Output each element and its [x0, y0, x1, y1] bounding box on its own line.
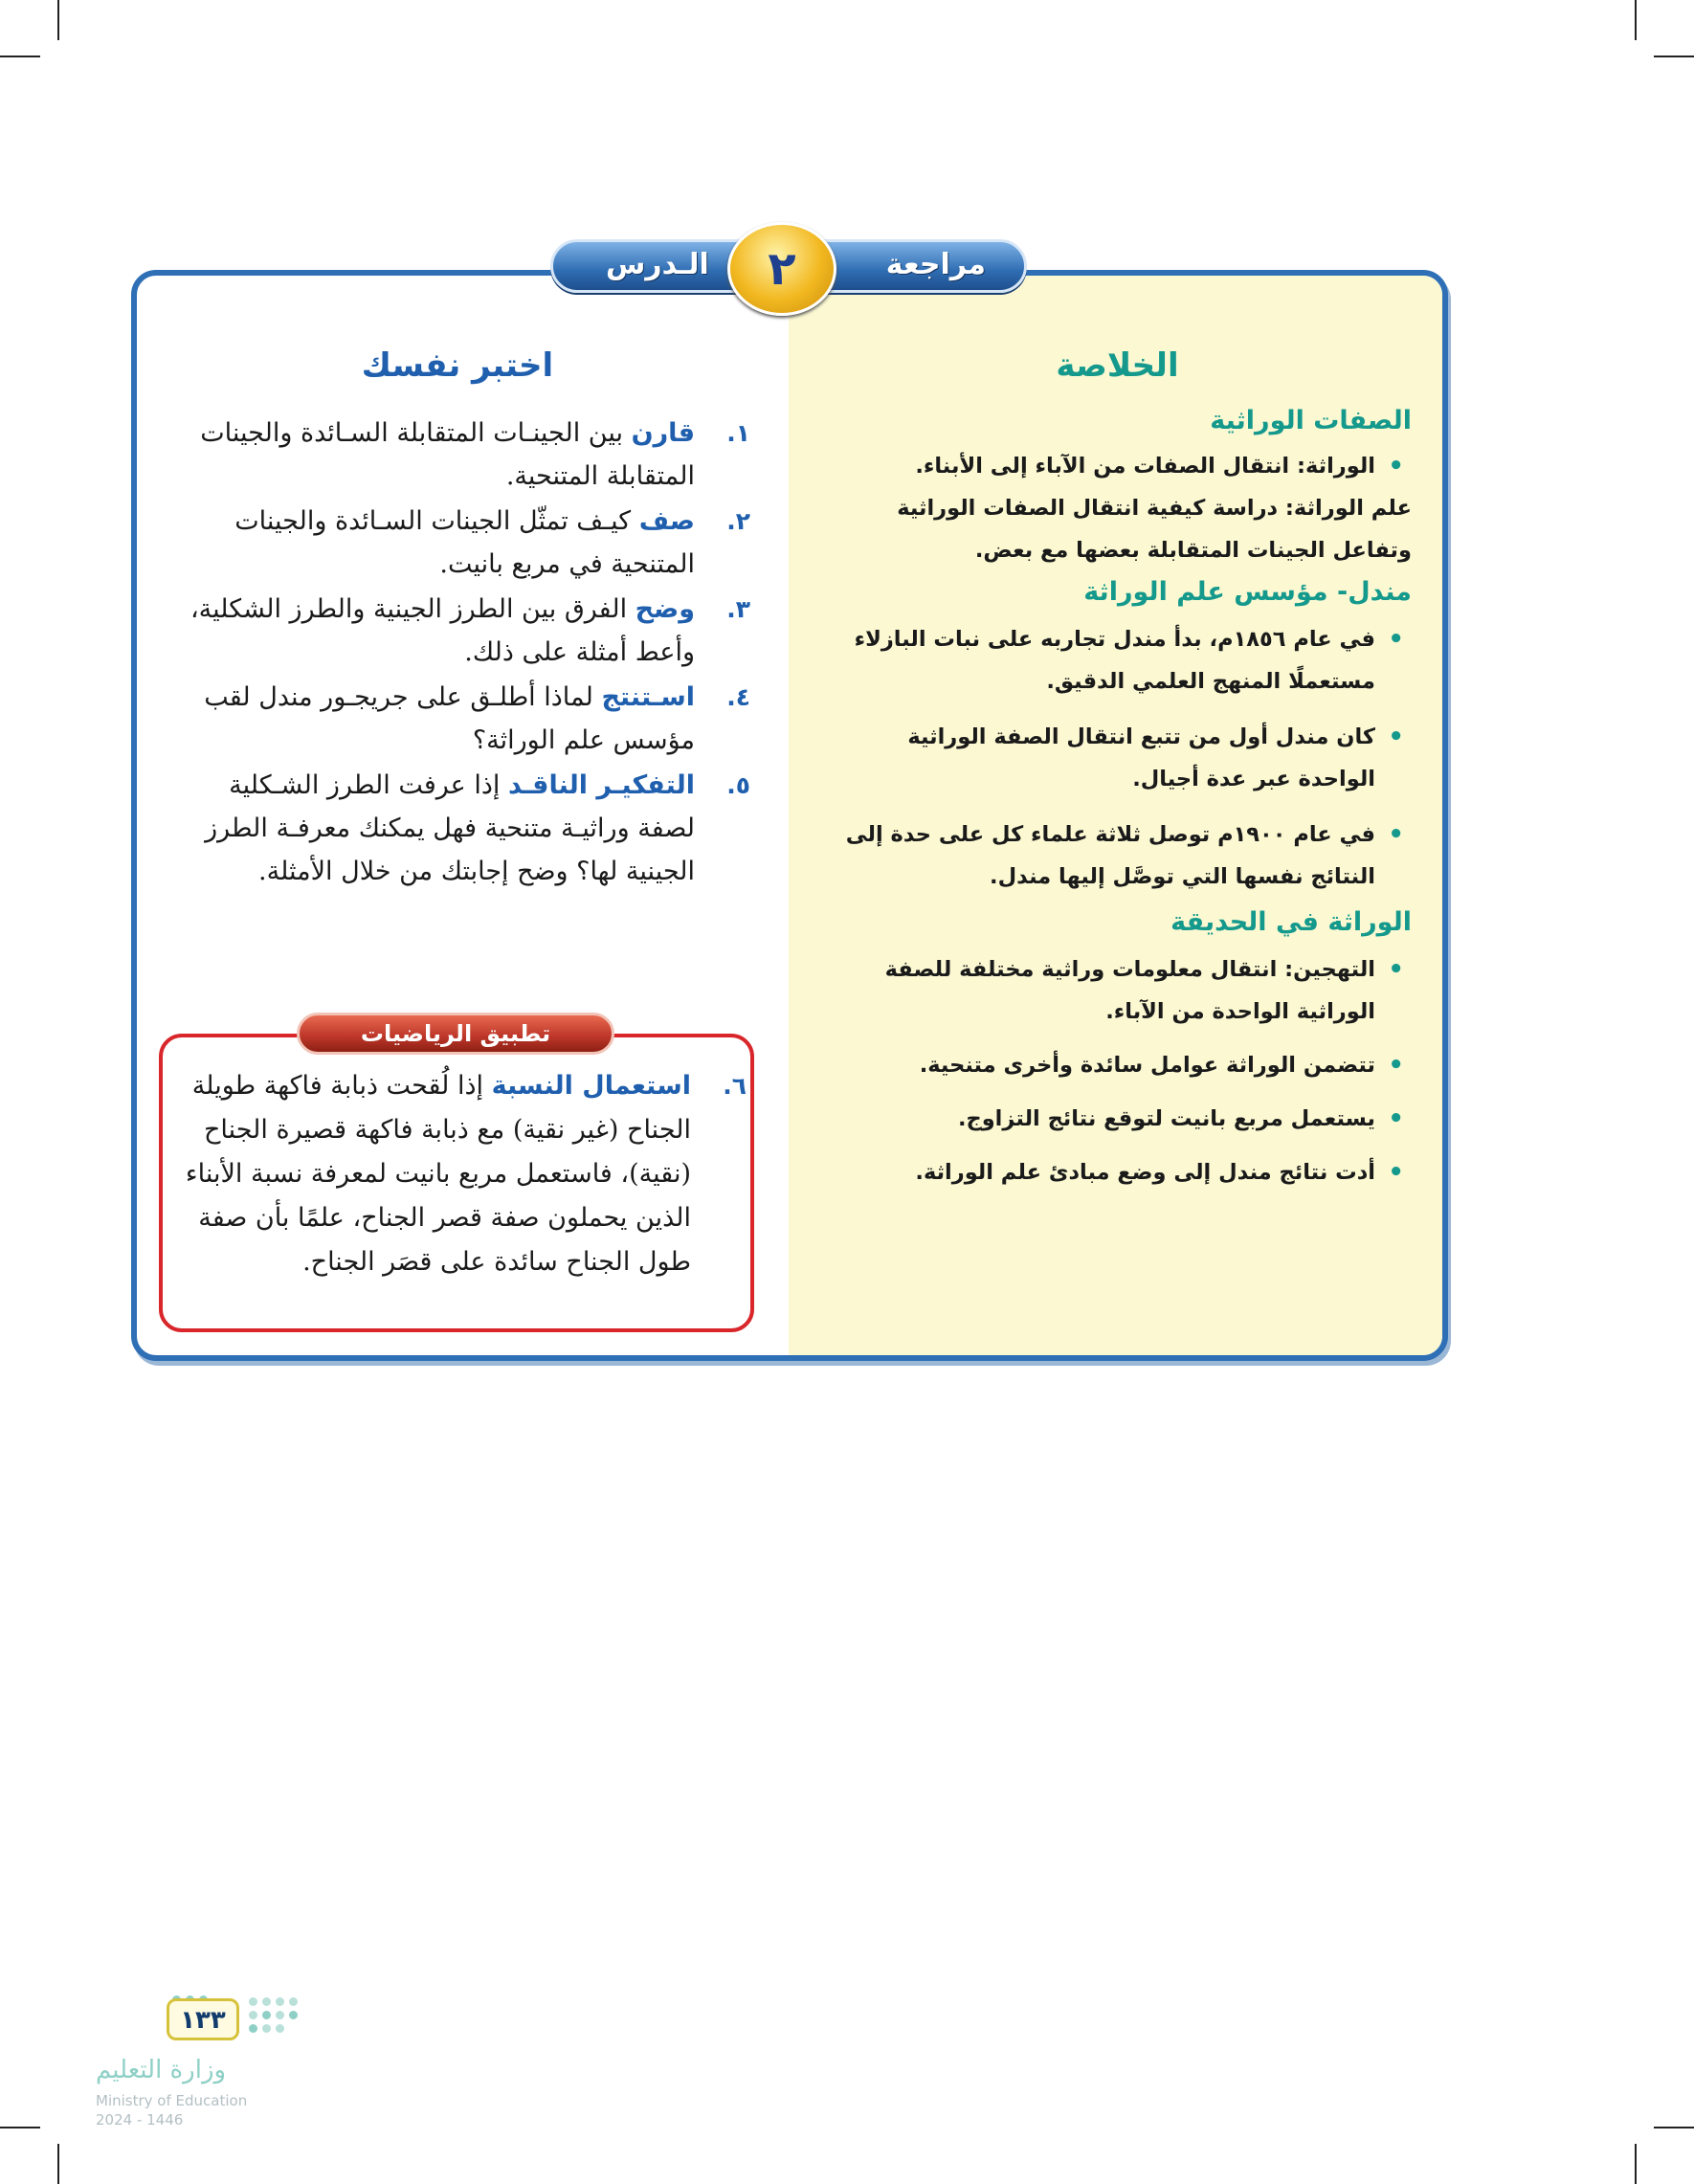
bullet-line: النتائج نفسها التي توصَّل إليها مندل. — [990, 864, 1375, 889]
bullet-line: مستعملًا المنهج العلمي الدقيق. — [1046, 669, 1375, 694]
question-list — [172, 1064, 747, 1284]
bullet-item: • أدت نتائج مندل إلى وضع مبادئ علم الوراثة. — [823, 1151, 1412, 1193]
lesson-number-badge: ٢ — [727, 222, 836, 316]
question-text: لماذا أطلـق على جريجـور مندل لقب مؤسس علم الوراثة؟ — [204, 682, 695, 755]
question-keyword: وضح — [635, 594, 695, 624]
question-keyword: قارن — [631, 418, 695, 448]
bullet-item — [823, 716, 1412, 800]
summary-line: علم الوراثة: دراسة كيفية انتقال الصفات الوراثية — [897, 496, 1412, 521]
question-text: بين الجينـات المتقابلة السـائدة والجينات المتقابلة المتنحية. — [200, 418, 695, 491]
math-application-tab: تطبيق الرياضيات — [297, 1013, 614, 1055]
bullet-line: • التهجين: انتقال معلومات وراثية مختلفة للصفة — [884, 957, 1375, 982]
bullet-item — [823, 948, 1412, 1033]
question-text: الفرق بين الطرز الجينية والطرز الشكلية، وأعط أمثلة على ذلك. — [189, 594, 695, 667]
bullet-line: الوراثية الواحدة من الآباء. — [1105, 999, 1375, 1024]
logo-dot — [276, 2011, 284, 2019]
crop-mark — [57, 2144, 59, 2184]
bullet-line: • في عام ١٩٠٠م توصل ثلاثة علماء كل على حدة إلى — [845, 822, 1375, 847]
summary-column — [823, 346, 1412, 1193]
question-item — [165, 676, 750, 762]
logo-dot — [289, 2011, 298, 2019]
question-list — [165, 412, 750, 893]
ministry-year: 2024 - 1446 — [96, 2111, 184, 2128]
question-text: كيـف تمثّل الجينات السـائدة والجينات المتنحية في مربع بانيت. — [234, 506, 695, 579]
question-keyword: اسـتنتج — [601, 682, 695, 712]
question-keyword: صف — [638, 506, 695, 536]
crop-mark — [0, 2127, 40, 2128]
ministry-name-arabic: وزارة التعليم — [96, 2056, 227, 2084]
summary-line: وتفاعل الجينات المتقابلة بعضها مع بعض. — [974, 538, 1412, 563]
bullet-line: الواحدة عبر عدة أجيال. — [1132, 767, 1375, 791]
page-number: ١٣٣ — [167, 1998, 239, 2040]
banner-lesson-label: الـدرس — [606, 248, 709, 281]
logo-dot — [249, 1997, 257, 2006]
question-number: ٥. — [726, 771, 750, 799]
question-number: ٤. — [726, 683, 750, 711]
crop-mark — [1635, 0, 1637, 40]
logo-dot — [289, 1997, 298, 2006]
logo-dot — [276, 1997, 284, 2006]
math-question — [172, 1064, 747, 1286]
bullet-list — [823, 948, 1412, 1193]
crop-mark — [0, 56, 40, 57]
crop-mark — [1654, 56, 1694, 57]
bullet-item: • يستعمل مربع بانيت لتوقع نتائج التزاوج. — [823, 1098, 1412, 1140]
ministry-name-english: Ministry of Education — [96, 2092, 248, 2109]
logo-dot — [262, 1997, 271, 2006]
question-number: ٣. — [726, 595, 750, 623]
question-item — [165, 500, 750, 586]
logo-dot — [262, 2024, 271, 2033]
self-test-column — [165, 346, 750, 895]
bullet-item — [823, 618, 1412, 702]
bullet-list — [823, 618, 1412, 898]
logo-dot — [249, 2011, 257, 2019]
banner-review-label: مراجعة — [885, 248, 986, 281]
logo-dot — [249, 2024, 257, 2033]
question-item — [172, 1064, 747, 1284]
question-keyword: استعمال النسبة — [491, 1071, 691, 1101]
question-item — [165, 588, 750, 674]
bullet-line: • في عام ١٨٥٦م، بدأ مندل تجاربه على نبات البازلاء — [854, 627, 1375, 652]
section-heading: الصفات الوراثية — [1210, 406, 1412, 435]
bullet-list — [823, 445, 1412, 487]
section-heading: مندل- مؤسس علم الوراثة — [1083, 577, 1412, 607]
question-number: ٢. — [726, 507, 750, 535]
logo-dot — [276, 2024, 284, 2033]
bullet-line: • كان مندل أول من تتبع انتقال الصفة الوراثية — [907, 724, 1375, 749]
crop-mark — [1654, 2127, 1694, 2128]
logo-dot — [262, 2011, 271, 2019]
section-heading: الوراثة في الحديقة — [1170, 907, 1412, 937]
bullet-item: • تتضمن الوراثة عوامل سائدة وأخرى متنحية. — [823, 1044, 1412, 1086]
question-number: ١. — [726, 419, 750, 447]
question-item — [165, 412, 750, 498]
question-number: ٦. — [723, 1072, 747, 1100]
question-item — [165, 764, 750, 893]
summary-title: الخلاصة — [1056, 346, 1179, 385]
self-test-title: اختبر نفسك — [361, 346, 554, 385]
crop-mark — [1635, 2144, 1637, 2184]
question-text: إذا عرفت الطرز الشـكلية لصفة وراثيـة متنحية فهل يمكنك معرفـة الطرز الجينية لها؟ وضح إجابتك من خلال الأمثلة. — [205, 770, 695, 886]
bullet-item — [823, 813, 1412, 898]
bullet-item: • الوراثة: انتقال الصفات من الآباء إلى الأبناء. — [823, 445, 1412, 487]
crop-mark — [57, 0, 59, 40]
question-text: إذا لُقحت ذبابة فاكهة طويلة الجناح (غير نقية) مع ذبابة فاكهة قصيرة الجناح (نقية)، فاستعمل مربع بانيت لمعرفة نسبة الأبناء الذين يحملون صفة قصر الجناح، علمًا بأن صفة طول الجناح سائدة على قصَر الجناح. — [185, 1071, 691, 1277]
question-keyword: التفكيـر الناقـد — [507, 770, 695, 800]
